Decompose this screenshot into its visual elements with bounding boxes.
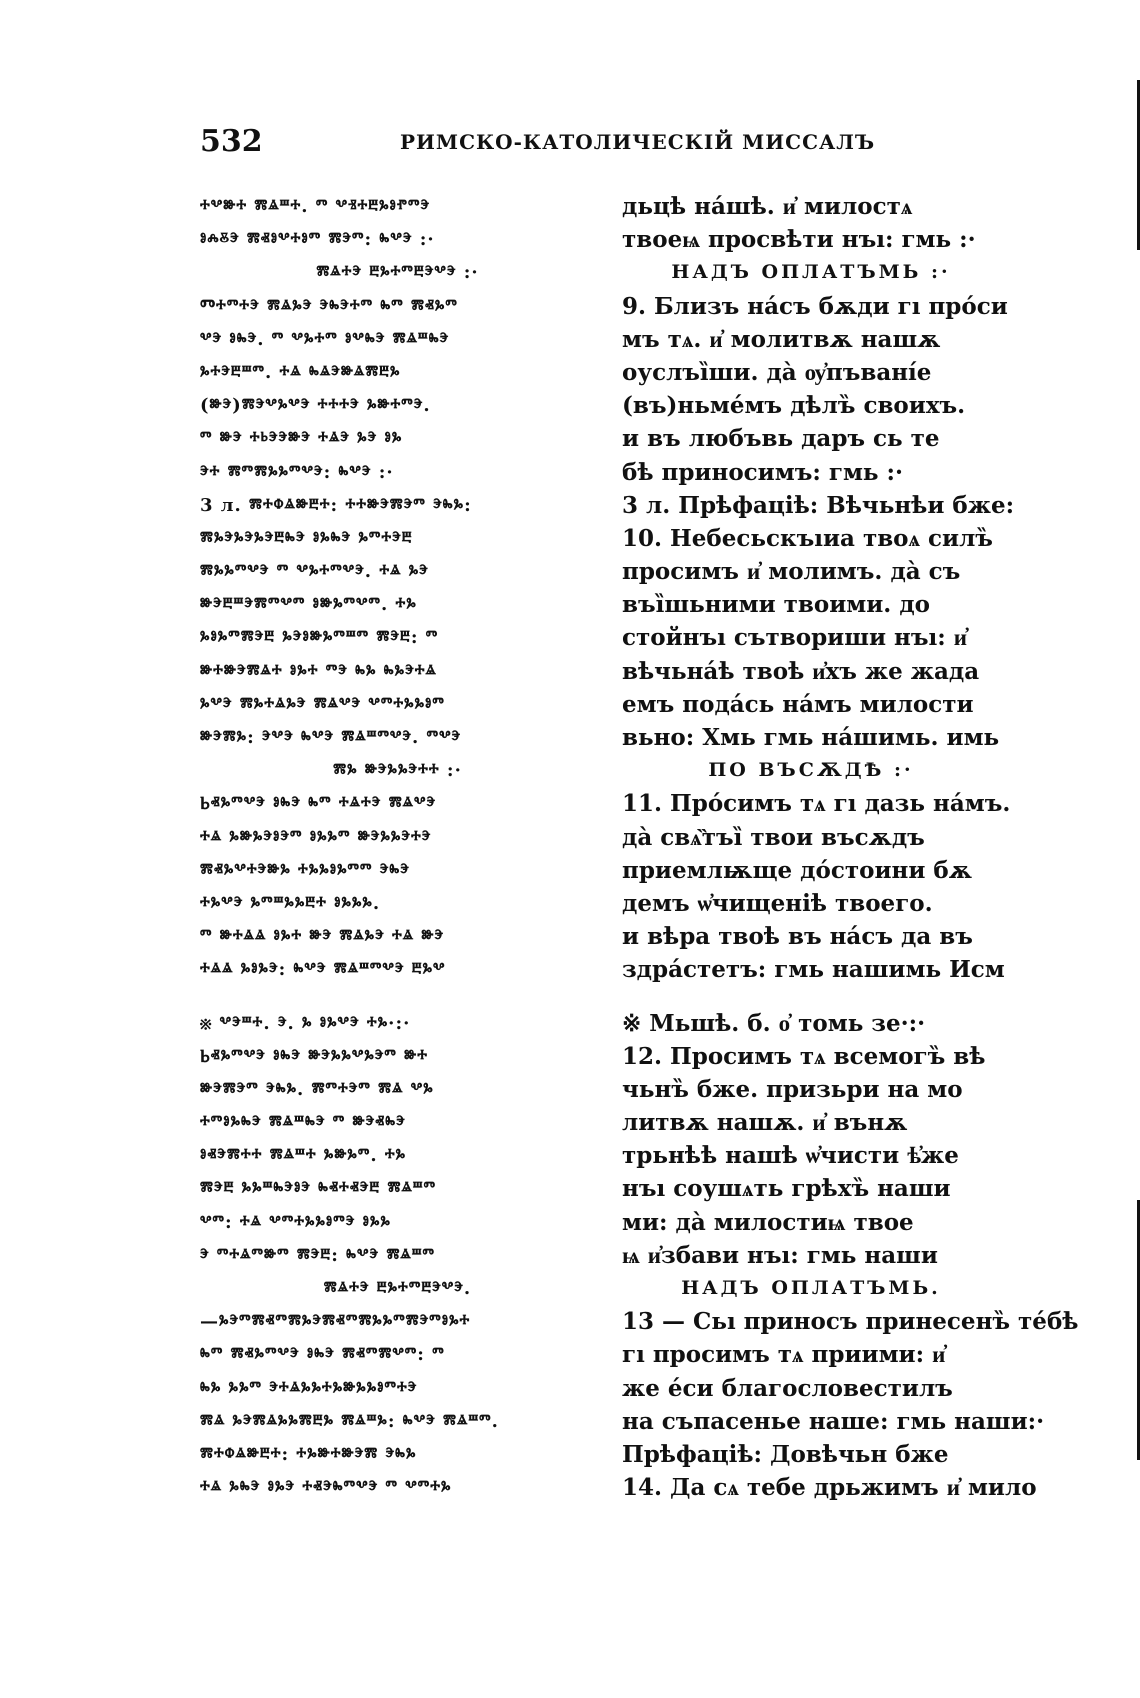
- glagolitic-line: ⰿⱏⰳⰲⰰⰵⱆⰳ ⰰⰳⰳⱁⰳⱅⱅ ⰵⰸⰵ: [200, 859, 410, 881]
- cyrillic-line: 10. Небесьскъıиа твоѧ силъ̏: [622, 524, 993, 552]
- cyrillic-line: и въ любъвь даръ сь те: [622, 425, 940, 453]
- cyrillic-line: бѣ приносимъ: гмь :·: [622, 458, 904, 486]
- cyrillic-line: здрáстетъ: гмь нашимь Исм: [622, 956, 1005, 984]
- glagolitic-line: ⱅ ⱆⰵ ⰰⱃⰵⰵⱆⰵ ⰰⱑⰵ ⰳⰵ ⱁⰳ: [200, 428, 403, 450]
- cyrillic-line: нъı соушѧть грѣхъ̏ наши: [622, 1175, 951, 1203]
- glagolitic-line: ⰳⰰⰵⰱⱎⱅ. ⰰⱑ ⰸⱑⰵⱆⱑⰿⰱⰳ: [200, 361, 401, 383]
- page-header: [0, 124, 1140, 164]
- glagolitic-line: 3 л. ⰿⰰⱇⱑⱆⰱⰰ: ⰰⰰⱆⰵⰿⰵⱅ ⰵⰸⰳ:: [200, 494, 472, 516]
- cyrillic-line: 14. Да сѧ тебе дрьжимъ и҆ мило: [622, 1474, 1037, 1502]
- glagolitic-line: ⰰⰲⱆⰰ ⰿⱑⱎⰰ. ⱅ ⰲⱐⰰⰱⰳⱁⱂⱅⰵ: [200, 196, 431, 217]
- glagolitic-line: ⰸⰳ ⰳⰳⱅ ⰵⰰⱑⰳⰳⰰⰳⱆⰳⰳⱁⱅⰰⰵ: [200, 1377, 418, 1399]
- glagolitic-column: [200, 190, 595, 1504]
- glagolitic-line: ⱆⰰⱆⰵⰿⱑⰰ ⱁⰳⰰ ⱅⰵ ⰸⰳ ⰸⰳⰵⰰⱑ: [200, 660, 437, 682]
- glagolitic-line: ⰰⱑ ⰳⰸⰵ ⱁⰳⰵ ⰰⱏⰵⰸⱅⰲⰵ ⱅ ⰲⱅⰰⰳ: [200, 1477, 452, 1499]
- cyrillic-column: [622, 190, 1079, 1504]
- glagolitic-line: Ⱅⰰⱅⰰⰵ ⰿⱑⰳⰵ ⰵⰸⰵⰰⱅ ⰸⱅ ⰿⱏⰳⱅ: [200, 295, 458, 317]
- glagolitic-line: ⰿⱑⰰⰵ ⰱⰳⰰⱅⰱⰵⰲⰵ.: [323, 1278, 472, 1299]
- cyrillic-line: гı просимъ тѧ приими: и҆: [622, 1341, 946, 1369]
- glagolitic-line: ⰿⰳⰳⱅⰲⰵ ⱅ ⰲⰳⰰⱅⰲⰵ. ⰰⱑ ⰳⰵ: [200, 561, 429, 583]
- cyrillic-line: 3 л. Прѣфацiѣ: Вѣчьнѣи бже:: [622, 491, 1015, 519]
- running-title: РИМСКО-КАТОЛИЧЕСКIЙ МИССАЛЪ: [400, 130, 876, 154]
- cyrillic-line: мъ тѧ. и҆ молитвѫ нашѫ: [622, 325, 941, 353]
- cyrillic-line: НАДЪ ОПЛАТЪМЬ.: [681, 1277, 941, 1299]
- cyrillic-line: ѩ и҆збави нъı: гмь наши: [622, 1241, 938, 1269]
- cyrillic-line: ПО ВЪСѪДѢ :·: [708, 759, 914, 782]
- glagolitic-line: ⱅ ⱆⰰⱑⱑ ⱁⰳⰰ ⱆⰵ ⰿⱑⰳⰵ ⰰⱑ ⱆⰵ: [200, 926, 445, 948]
- glagolitic-line: ⱁⱏⰵⰿⰰⰰ ⰿⱑⱎⰰ ⰳⱆⰳⱅ. ⰰⰳ: [200, 1145, 407, 1167]
- cyrillic-line: ми: да̀ милостиѩ твое: [622, 1208, 914, 1236]
- page-number: 532: [200, 124, 263, 159]
- glagolitic-line: Ⱃⱏⰳⱅⰲⰵ ⱁⰸⰵ ⱆⰵⰳⰳⰲⰳⰵⱅ ⱆⰰ: [200, 1045, 429, 1067]
- glagolitic-line: —ⰳⰵⱅⰿⱏⱅⰿⰳⰵⰿⱏⱅⰿⰳⰳⱅⰿⰵⱅⱁⰳⰰ: [200, 1311, 471, 1333]
- cyrillic-line: 11. Прóсимъ тѧ гı дазь нáмъ.: [622, 790, 1011, 818]
- glagolitic-line: ⰵ ⱅⰰⱑⱅⱆⱅ ⰿⰵⰱ: ⰸⰲⰵ ⰿⱑⱎⱅ: [200, 1244, 436, 1266]
- cyrillic-line: стойнъı сътвориши нъı: и҆: [622, 624, 967, 652]
- cyrillic-line: твоеѩ просвѣти нъı: гмь :·: [622, 226, 976, 254]
- glagolitic-line: ⰵⰰ ⰿⱅⰿⰳⰳⱅⰲⰵ: ⰸⰲⰵ :·: [200, 461, 394, 483]
- glagolitic-line: ⰲⱅ: ⰰⱑ ⰲⱅⰰⰳⰳⱁⱅⰵ ⱁⰳⰳ: [200, 1211, 391, 1233]
- cyrillic-line: въı̏шьними твоими. до: [622, 591, 930, 619]
- glagolitic-line: ⱆⰵⰿⰵⱅ ⰵⰸⰳ. ⰿⱅⰰⰵⱅ ⰿⱑ ⰲⰳ: [200, 1078, 434, 1100]
- glagolitic-line: (ⱆⰵ)ⰿⰵⰲⰳⰲⰵ ⰰⰰⰰⰵ ⰳⱆⰰⱅⰵ.: [200, 395, 431, 417]
- cyrillic-line: чьнъ̏ бже. призьри на мо: [622, 1075, 963, 1103]
- glagolitic-line: ⰰⱅⱁⰳⰸⰵ ⰿⱑⱎⰸⰵ ⱅ ⱆⰵⱏⰸⰵ: [200, 1112, 406, 1134]
- cyrillic-line: трьнѣѣ нашѣ ѡ҆чисти ѣ҆же: [622, 1142, 959, 1170]
- glagolitic-line: ⰿⰳⰵⰳⰵⰳⰵⰱⰸⰵ ⱁⰳⰸⰵ ⰳⱅⰰⰵⰱ: [200, 527, 413, 549]
- cyrillic-line: 12. Просимъ тѧ всемогъ̏ вѣ: [622, 1042, 986, 1070]
- cyrillic-line: оуслъı̏ши. да̀ ѹ҆пъванíе: [622, 358, 932, 386]
- glagolitic-line: ⱆⰵⰿⰳ: ⰵⰲⰵ ⰸⰲⰵ ⰿⱑⱎⱅⰲⰵ. ⱅⰲⰵ: [200, 727, 462, 748]
- cyrillic-line: 13 — Сьı приносъ принесенъ̏ тéбѣ: [622, 1308, 1079, 1336]
- glagolitic-line: ⱆⰵⰱⱎⰵⰿⱅⰲⱅ ⱁⱆⰳⱅⰲⱅ. ⰰⰳ: [200, 594, 417, 616]
- glagolitic-line: ⰲⰵ ⱁⰸⰵ. ⱅ ⰲⰳⰰⱅ ⱁⰲⰸⰵ ⰿⱑⱎⰸⰵ: [200, 328, 450, 350]
- cyrillic-line: на съпасенье наше: гмь наши:·: [622, 1407, 1045, 1435]
- cyrillic-line: дьцѣ нáшѣ. и҆ милостѧ: [622, 193, 913, 220]
- cyrillic-line: литвѫ нашѫ. и҆ вънѫ: [622, 1109, 908, 1137]
- cyrillic-line: ※ Мьшѣ. б. о҆ томь зе·:·: [622, 1009, 926, 1037]
- glagolitic-line: ⰸⱅ ⰿⱏⰳⱅⰲⰵ ⱁⰸⰵ ⰿⱏⱅⰿⰲⱅ: ⱅ: [200, 1344, 445, 1366]
- glagolitic-line: ⰿⰳ ⱆⰵⰳⰳⰵⰰⰰ :·: [333, 760, 462, 782]
- glagolitic-line: ⰰⰳⰲⰵ ⰳⱅⱎⰳⰳⰱⰰ ⱁⰳⰳⰳ.: [200, 892, 381, 914]
- cyrillic-line: 9. Близъ нáсъ бѫди гı прóси: [622, 292, 1008, 320]
- glagolitic-line: ⰰⱑⱑ ⰳⱁⰳⰵ: ⰸⰲⰵ ⰿⱑⱎⱅⰲⰵ ⰱⰳⰲ: [200, 959, 446, 981]
- glagolitic-line: ⰿⱑ ⰳⰵⰿⱑⰳⰳⰿⰱⰳ ⰿⱑⱎⰳ: ⰸⰲⰵ ⰿⱑⱎⱅ.: [200, 1410, 499, 1432]
- glagolitic-line: ⰳⱁⰳⱅⰿⰵⰱ ⰳⰵⱁⱆⰳⱅⱎⱅ ⰿⰵⰱ: ⱅ: [200, 627, 439, 649]
- cyrillic-line: же éси благословестилъ: [622, 1374, 953, 1402]
- cyrillic-line: да̀ свѧ̏тъı̏ твои въсѫдъ: [622, 823, 925, 851]
- glagolitic-line: ⱁⰾⰻⰵ ⰿⱏⱁⰲⰰⱁⱅ ⰿⰵⱅ: ⰸⰲⰵ :·: [200, 229, 435, 251]
- glagolitic-line: ⰰⱑ ⰳⱆⰳⰵⱁⰵⱅ ⱁⰳⰳⱅ ⱆⰵⰳⰳⰵⰰⰵ: [200, 826, 432, 848]
- cyrillic-line: Прѣфацiѣ: Довѣчьн бже: [622, 1440, 949, 1468]
- glagolitic-line: ※ ⰲⰵⱎⰰ. ⰵ. ⰳ ⱁⰳⰲⰵ ⰰⰳ·:·: [200, 1012, 411, 1034]
- cyrillic-line: емъ подáсь нáмъ милости: [622, 690, 974, 718]
- cyrillic-line: НАДЪ ОПЛАТЪМЬ :·: [671, 261, 951, 284]
- cyrillic-line: вьно: Хмь гмь нáшимь. имь: [622, 724, 1000, 751]
- cyrillic-line: приемлѭще дóстоини бѫ: [622, 856, 972, 884]
- cyrillic-line: просимъ и҆ молимъ. да̀ съ: [622, 558, 961, 586]
- cyrillic-line: и вѣра твоѣ въ нáсъ да въ: [622, 923, 973, 951]
- glagolitic-line: ⰿⰵⰱ ⰳⰳⱎⰸⰵⱁⰵ ⰸⱏⰰⱏⰵⰱ ⰿⱑⱎⱅ: [200, 1178, 437, 1200]
- cyrillic-line: вѣчьнáѣ твоѣ и҆хъ же жада: [622, 657, 980, 685]
- glagolitic-line: ⰿⰰⱇⱑⱆⰱⰰ: ⰰⰳⱆⰰⱆⰵⰿ ⰵⰸⰳ: [200, 1443, 417, 1465]
- glagolitic-line: Ⱃⱏⰳⱅⰲⰵ ⱁⰸⰵ ⰸⱅ ⰰⱑⰰⰵ ⰿⱑⰲⰵ: [200, 793, 437, 815]
- glagolitic-line: ⰳⰲⰵ ⰿⰳⰰⱑⰳⰵ ⰿⱑⰲⰵ ⰲⱅⰰⰳⰳⱁⱅ: [200, 693, 445, 715]
- cyrillic-line: демъ ѡ҆чищенiѣ твоего.: [622, 889, 933, 917]
- cyrillic-line: (въ)ньмéмъ дѣлъ̏ своихъ.: [622, 392, 966, 420]
- glagolitic-line: ⰿⱑⰰⰵ ⰱⰳⰰⱅⰱⰵⰲⰵ :·: [316, 262, 479, 284]
